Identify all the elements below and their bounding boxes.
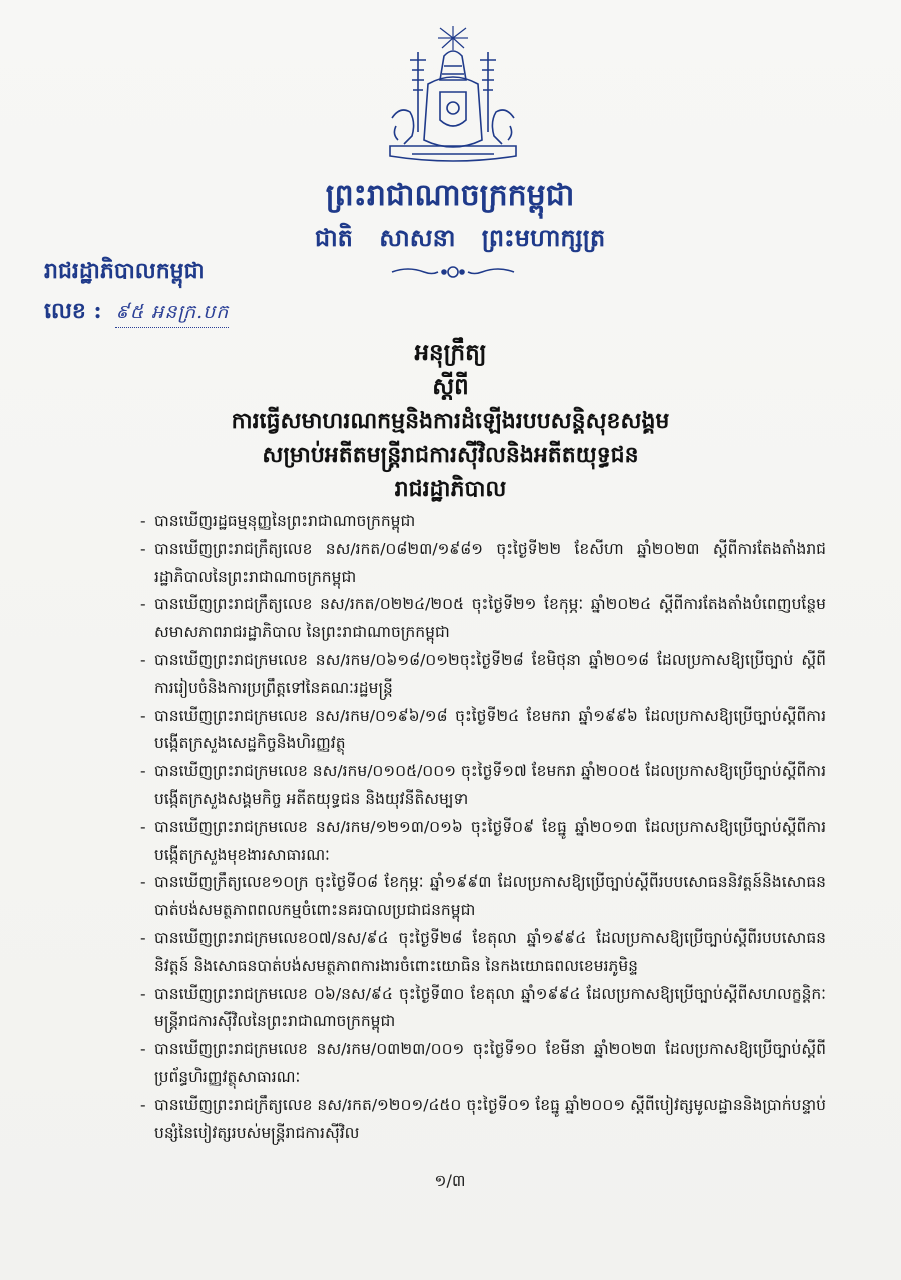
page-number: ១/៣ <box>434 1171 466 1190</box>
ornament-divider-icon <box>388 262 518 282</box>
reference-value: ៩៥ អនក្រ.បក <box>115 297 229 328</box>
national-motto: ជាតិ សាសនា ព្រះមហាក្សត្រ <box>314 223 606 252</box>
preamble-item: - បានឃើញព្រះរាជក្រមលេខ ០៦/នស/៩៤ ចុះថ្ងៃទី៣០ ខែតុលា ឆ្នាំ១៩៩៤ ដែលប្រកាសឱ្យប្រើច្បាប់ស្តីពីសហលក្ខន្តិកៈមន្ត្រីរាជការស៊ីវិលនៃព្រះរាជាណាចក្រកម្ពុជា <box>140 981 826 1037</box>
preamble-item: - បានឃើញក្រឹត្យលេខ១០ក្រ ចុះថ្ងៃទី០៨ ខែកុម្ភៈ ឆ្នាំ១៩៩៣ ដែលប្រកាសឱ្យប្រើច្បាប់ស្តីពីរបបសោធននិវត្តន៍និងសោធនបាត់បង់សមត្ថភាពពលកម្មចំពោះនគរបាលប្រជាជនកម្ពុជា <box>140 869 826 925</box>
preamble-item: - បានឃើញព្រះរាជក្រមលេខ នស/រកម/០៦១៨/០១២ចុះថ្ងៃទី២៨ ខែមិថុនា ឆ្នាំ២០១៨ ដែលប្រកាសឱ្យប្រើច្បាប់ ស្តីពី ការរៀបចំនិងការប្រព្រឹត្តទៅនៃគណៈរដ្ឋមន្ត្រី <box>140 647 826 703</box>
kingdom-name: ព្រះរាជាណាចក្រកម្ពុជា <box>325 178 575 213</box>
reference-number <box>44 296 229 328</box>
issuing-government: រាជរដ្ឋាភិបាលកម្ពុជា <box>44 258 205 284</box>
preamble-item: - បានឃើញព្រះរាជក្រមលេខ០៧/នស/៩៤ ចុះថ្ងៃទី២៨ ខែតុលា ឆ្នាំ១៩៩៤ ដែលប្រកាសឱ្យប្រើច្បាប់ស្តីពីរបបសោធននិវត្តន៍ និងសោធនបាត់បង់សមត្ថភាពការងារចំពោះយោធិន នៃកងយោធពលខេមរភូមិន្ទ <box>140 925 826 981</box>
preamble-item: - បានឃើញព្រះរាជក្រមលេខ នស/រកម/០១០៥/០០១ ចុះថ្ងៃទី១៧ ខែមករា ឆ្នាំ២០០៥ ដែលប្រកាសឱ្យប្រើច្បាប់ស្តីពីការបង្កើតក្រសួងសង្គមកិច្ច អតីតយុទ្ធជន និងយុវនីតិសម្បទា <box>140 758 826 814</box>
reference-label: លេខ : <box>44 298 102 324</box>
preamble-list <box>140 508 826 1147</box>
preamble-item: - បានឃើញព្រះរាជក្រឹត្យលេខ នស/រកត/០៨២៣/១៩៨១ ចុះថ្ងៃទី២២ ខែសីហា ឆ្នាំ២០២៣ ស្តីពីការតែងតាំងរាជរដ្ឋាភិបាលនៃព្រះរាជាណាចក្រកម្ពុជា <box>140 536 826 592</box>
preamble-item: - បានឃើញព្រះរាជក្រឹត្យលេខ នស/រកត/១២០១/៤៥០ ចុះថ្ងៃទី០១ ខែធ្នូ ឆ្នាំ២០០១ ស្តីពីបៀវត្សមូលដ្ឋាននិងប្រាក់បន្ទាប់បន្សំនៃបៀវត្សរបស់មន្ត្រីរាជការស៊ីវិល <box>140 1092 826 1148</box>
preamble-item: - បានឃើញព្រះរាជក្រមលេខ នស/រកម/០១៩៦/១៨ ចុះថ្ងៃទី២៤ ខែមករា ឆ្នាំ១៩៩៦ ដែលប្រកាសឱ្យប្រើច្បាប់ស្តីពីការបង្កើតក្រសួងសេដ្ឋកិច្ចនិងហិរញ្ញវត្ថុ <box>140 703 826 759</box>
preamble-item: - បានឃើញព្រះរាជក្រមលេខ នស/រកម/១២១៣/០១៦ ចុះថ្ងៃទី០៩ ខែធ្នូ ឆ្នាំ២០១៣ ដែលប្រកាសឱ្យប្រើច្បាប់ស្តីពីការបង្កើតក្រសួងមុខងារសាធារណៈ <box>140 814 826 870</box>
issuer-heading: រាជរដ្ឋាភិបាល <box>394 476 507 502</box>
subject-line-2: សម្រាប់អតីតមន្ត្រីរាជការស៊ីវិលនិងអតីតយុទ្ធជន <box>262 442 639 468</box>
preamble-item: - បានឃើញព្រះរាជក្រឹត្យលេខ នស/រកត/០២២៤/២០៥ ចុះថ្ងៃទី២១ ខែកុម្ភៈ ឆ្នាំ២០២៤ ស្តីពីការតែងតាំងបំពេញបន្ថែមសមាសភាពរាជរដ្ឋាភិបាល នៃព្រះរាជាណាចក្រកម្ពុជា <box>140 591 826 647</box>
preamble-item: - បានឃើញរដ្ឋធម្មនុញ្ញនៃព្រះរាជាណាចក្រកម្ពុជា <box>140 508 826 536</box>
subject-line-1: ការធ្វើសមាហរណកម្មនិងការដំឡើងរបបសន្តិសុខសង្គម <box>231 408 670 434</box>
about-label: ស្តីពី <box>432 373 469 400</box>
royal-coat-of-arms-icon <box>382 22 524 172</box>
preamble-item: - បានឃើញព្រះរាជក្រមលេខ នស/រកម/០៣២៣/០០១ ចុះថ្ងៃទី១០ ខែមីនា ឆ្នាំ២០២៣ ដែលប្រកាសឱ្យប្រើច្បាប់ស្តីពីប្រព័ន្ធហិរញ្ញវត្ថុសាធារណៈ <box>140 1036 826 1092</box>
document-type: អនុក្រឹត្យ <box>414 339 487 366</box>
